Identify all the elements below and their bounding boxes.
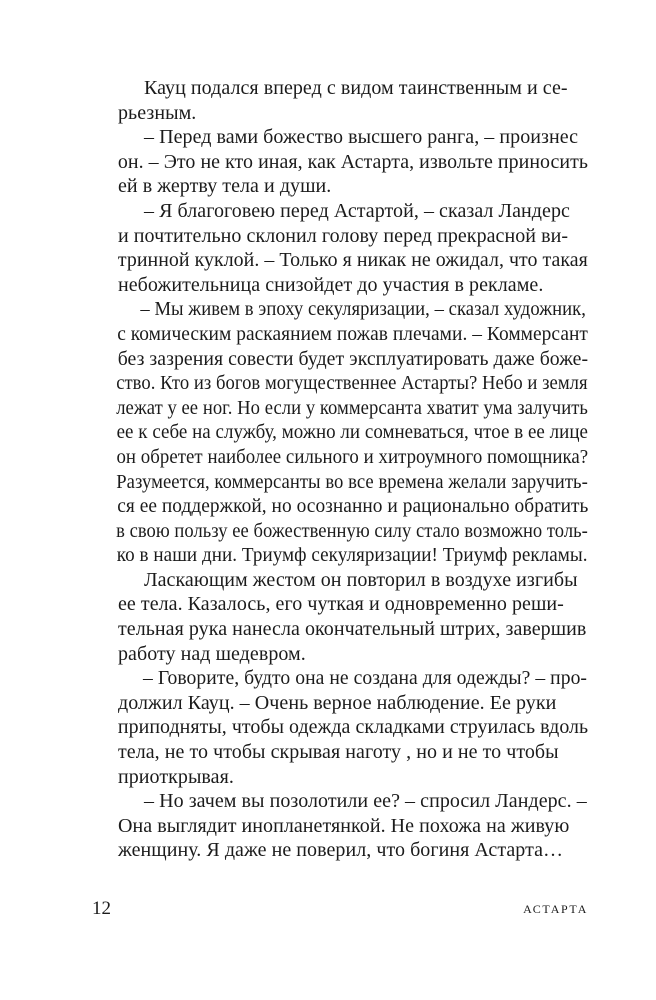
text-line: ство. Кто из богов могущественнее Астарты? Небо и земля xyxy=(116,372,588,395)
text-line: тельная рука нанесла окончательный штрих, завершив xyxy=(118,618,587,641)
text-line: Она выглядит инопланетянкой. Не похожа на живую xyxy=(118,814,570,837)
text-line: ей в жертву тела и души. xyxy=(118,175,332,198)
text-line: Ласкающим жестом он повторил в воздухе изгибы xyxy=(144,568,578,591)
text-line: – Мы живем в эпоху секуляризации, – сказал художник, xyxy=(140,298,586,321)
text-line: Разумеется, коммерсанты во все времена желали заручить- xyxy=(116,470,588,493)
text-line: в свою пользу ее божественную силу стало возможно толь- xyxy=(116,519,588,542)
text-line: – Но зачем вы позолотили ее? – спросил Ландерс. – xyxy=(144,790,587,813)
text-line: тринной куклой. – Только я никак не ожидал, что такая xyxy=(117,249,588,272)
text-line: – Перед вами божество высшего ранга, – произнес xyxy=(144,126,579,149)
text-line: ся ее поддержкой, но осознанно и рационально обратить xyxy=(117,495,589,518)
paragraph xyxy=(92,789,588,863)
text-line: Кауц подался вперед с видом таинственным и се- xyxy=(144,77,568,99)
text-line: он. – Это не кто иная, как Астарта, извольте приносить xyxy=(117,150,589,173)
text-line: приоткрывая. xyxy=(118,765,234,788)
text-line: ее к себе на службу, можно ли сомневаться, чтое в ее лице xyxy=(116,421,588,444)
text-line: работу над шедевром. xyxy=(118,642,306,665)
running-title: АСТАРТА xyxy=(523,902,588,916)
text-line: женщину. Я даже не поверил, что богиня Астарта… xyxy=(118,839,564,862)
text-line: ее тела. Казалось, его чуткая и одновременно реши- xyxy=(118,593,564,616)
text-line: небожительница снизойдет до участия в рекламе. xyxy=(118,273,544,296)
text-line: и почтительно склонил голову перед прекрасной ви- xyxy=(118,224,569,247)
text-line: без зазрения совести будет эксплуатировать даже боже- xyxy=(117,347,589,370)
text-line: – Говорите, будто она не создана для одежды? – про- xyxy=(143,667,588,690)
paragraph xyxy=(92,125,588,199)
text-line: приподняты, чтобы одежда складками струилась вдоль xyxy=(117,716,589,739)
text-line: с комическим раскаянием пожав плечами. – Коммерсант xyxy=(117,322,588,345)
text-line: рьезным. xyxy=(118,101,197,124)
text-line: он обретет наиболее сильного и хитроумного помощника? xyxy=(116,445,589,468)
paragraph xyxy=(92,568,588,666)
paragraph xyxy=(92,199,588,297)
page-number: 12 xyxy=(92,898,111,919)
text-line: – Я благоговею перед Астартой, – сказал Ландерс xyxy=(144,199,570,222)
paragraph xyxy=(92,76,588,125)
text-line: тела, не то чтобы скрывая наготу , но и не то чтобы xyxy=(118,741,559,764)
body-text xyxy=(92,76,588,863)
paragraph xyxy=(92,297,588,568)
text-line: лежат у ее ног. Но если у коммерсанта хватит ума залучить xyxy=(116,396,588,419)
text-line: ко в наши дни. Триумф секуляризации! Триумф рекламы. xyxy=(116,544,588,567)
text-line: должил Кауц. – Очень верное наблюдение. Ее руки xyxy=(118,691,557,714)
paragraph xyxy=(92,666,588,789)
